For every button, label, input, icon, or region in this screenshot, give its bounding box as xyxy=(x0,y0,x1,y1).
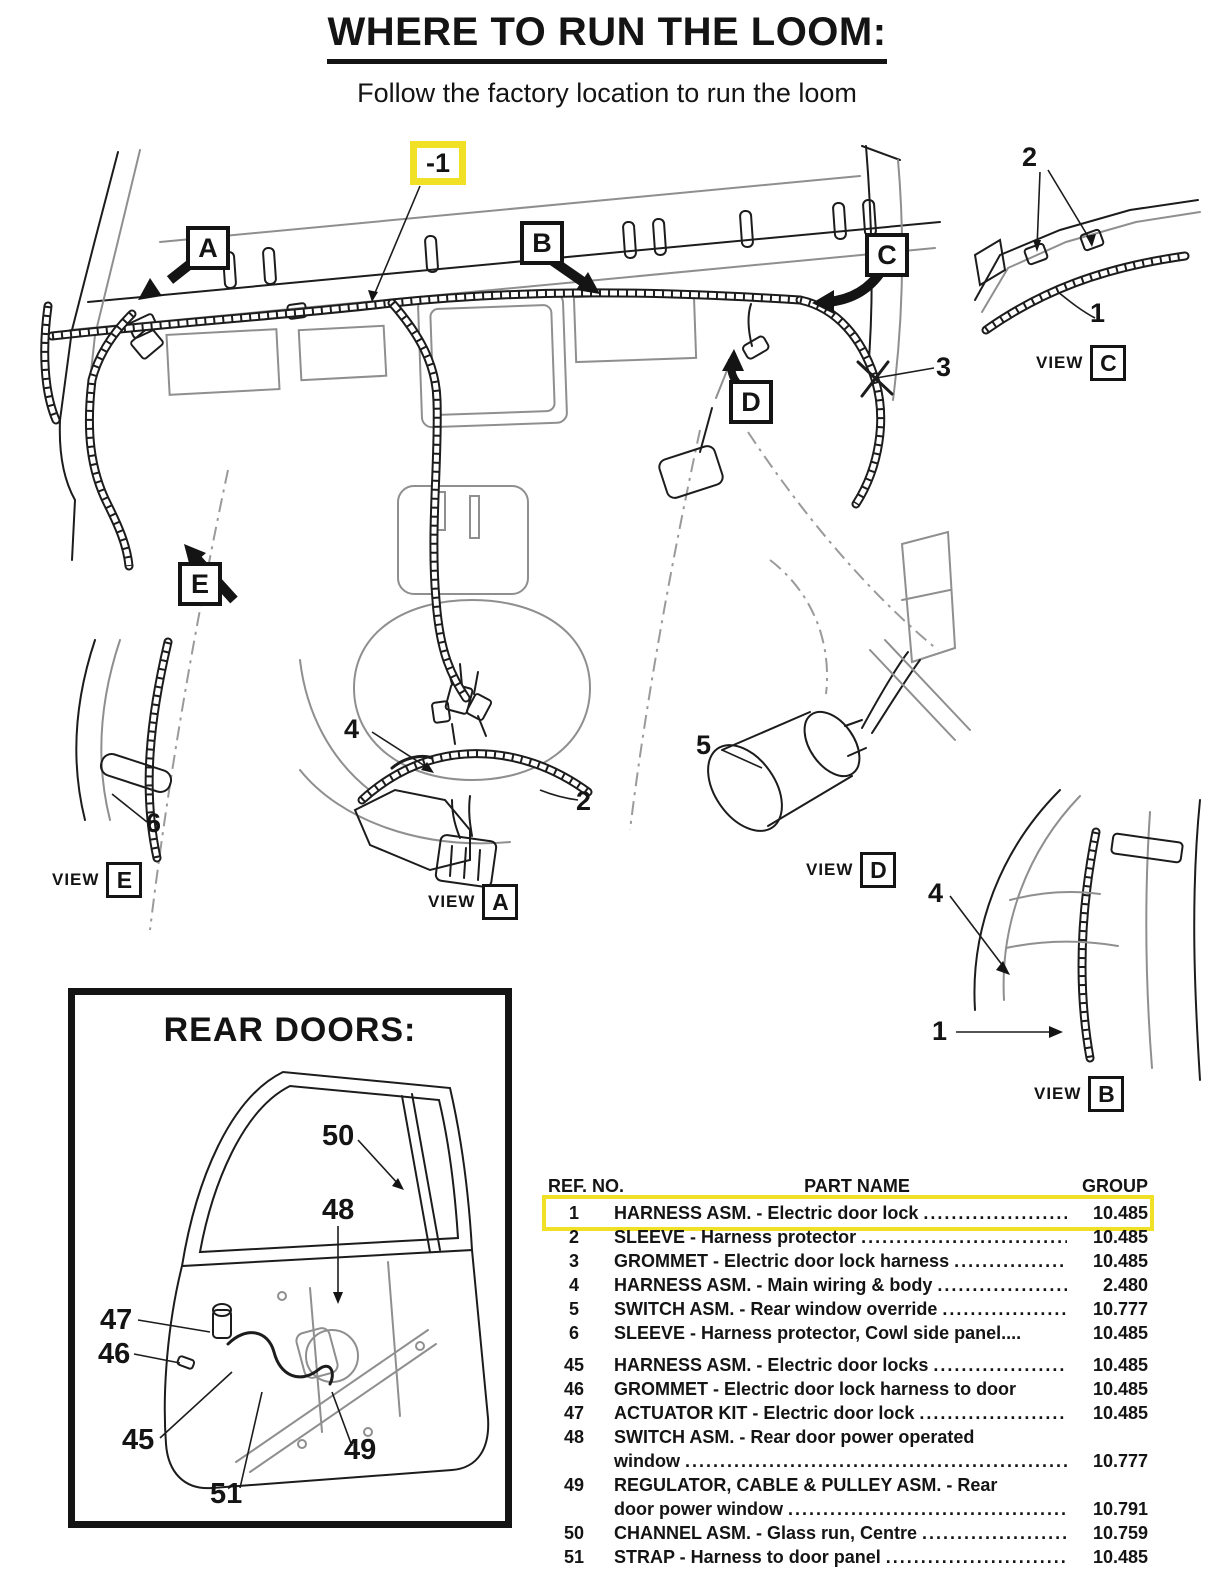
view-caption-e xyxy=(52,862,142,898)
view-caption-d xyxy=(806,852,896,888)
table-row: 6 SLEEVE - Harness protector, Cowl side panel.... 10.485 xyxy=(568,1323,1148,1343)
label-viewe-6: 6 xyxy=(146,808,162,838)
table-row: 3 GROMMET - Electric door lock harness ..... 10.485 xyxy=(548,1249,1148,1273)
label-48: 48 xyxy=(322,1194,355,1226)
label-viewd-5: 5 xyxy=(696,730,712,760)
view-word: VIEW xyxy=(1036,353,1084,372)
view-caption-c xyxy=(1036,345,1126,381)
label-47: 47 xyxy=(100,1304,133,1336)
view-word: VIEW xyxy=(1034,1084,1082,1103)
view-word: VIEW xyxy=(52,870,100,889)
label-3: 3 xyxy=(936,352,952,382)
table-row: 46 GROMMET - Electric door lock harness to door 10.485 xyxy=(563,1379,1148,1399)
page-subtitle: Follow the factory location to run the loom xyxy=(357,78,857,108)
page-header xyxy=(0,10,1214,109)
table-row: 47 ACTUATOR KIT - Electric door lock ..... 10.485 xyxy=(548,1401,1148,1425)
view-caption-b xyxy=(1034,1076,1124,1112)
parts-table xyxy=(548,1176,1148,1569)
table-row: 45 HARNESS ASM. - Electric door locks ..... 10.485 xyxy=(548,1353,1148,1377)
table-row: 2 SLEEVE - Harness protector ..... 10.485 xyxy=(548,1225,1148,1249)
table-row: 4 HARNESS ASM. - Main wiring & body ..... 2.480 xyxy=(548,1273,1148,1297)
parts-table-header xyxy=(548,1176,1148,1197)
page-title: WHERE TO RUN THE LOOM: xyxy=(327,10,886,64)
label-viewc-1: 1 xyxy=(1090,298,1106,328)
view-letter-e: E xyxy=(106,862,142,898)
view-word: VIEW xyxy=(806,860,854,879)
table-row: 50 CHANNEL ASM. - Glass run, Centre ..... 10.759 xyxy=(548,1521,1148,1545)
label-viewa-2: 2 xyxy=(576,786,592,816)
header-part-name: PART NAME xyxy=(804,1176,910,1196)
callout-e: E xyxy=(178,562,222,606)
callout-c: C xyxy=(865,233,909,277)
callout-a: A xyxy=(186,226,230,270)
table-row: 48 SWITCH ASM. - Rear door power operated window ..... 10.777 xyxy=(548,1425,1148,1473)
parts-table-rows xyxy=(548,1201,1148,1569)
view-letter-a: A xyxy=(482,884,518,920)
label-viewb-4: 4 xyxy=(928,878,944,908)
highlighted-ref-1: -1 xyxy=(410,141,466,185)
label-49: 49 xyxy=(344,1434,377,1466)
view-letter-b: B xyxy=(1088,1076,1124,1112)
callout-d: D xyxy=(729,380,773,424)
table-row: 5 SWITCH ASM. - Rear window override ..... 10.777 xyxy=(548,1297,1148,1321)
view-word: VIEW xyxy=(428,892,476,911)
table-row: 51 STRAP - Harness to door panel ..... 10.485 xyxy=(548,1545,1148,1569)
callout-b: B xyxy=(520,221,564,265)
header-group: GROUP xyxy=(1081,1176,1148,1196)
label-viewc-2: 2 xyxy=(1022,142,1038,172)
rear-doors-title: REAR DOORS: xyxy=(163,1011,417,1049)
label-viewb-1: 1 xyxy=(932,1016,948,1046)
header-ref-no: REF. NO. xyxy=(548,1176,625,1196)
table-row: 49 REGULATOR, CABLE & PULLEY ASM. - Rear door power window ..... 10.791 xyxy=(548,1473,1148,1521)
view-letter-d: D xyxy=(860,852,896,888)
table-row: 1 HARNESS ASM. - Electric door lock ..... 10.485 xyxy=(548,1201,1148,1225)
label-51: 51 xyxy=(210,1478,243,1510)
label-46: 46 xyxy=(98,1338,131,1370)
label-45: 45 xyxy=(122,1424,155,1456)
label-viewa-4: 4 xyxy=(344,714,360,744)
view-letter-c: C xyxy=(1090,345,1126,381)
view-caption-a xyxy=(428,884,518,920)
label-50: 50 xyxy=(322,1120,355,1152)
